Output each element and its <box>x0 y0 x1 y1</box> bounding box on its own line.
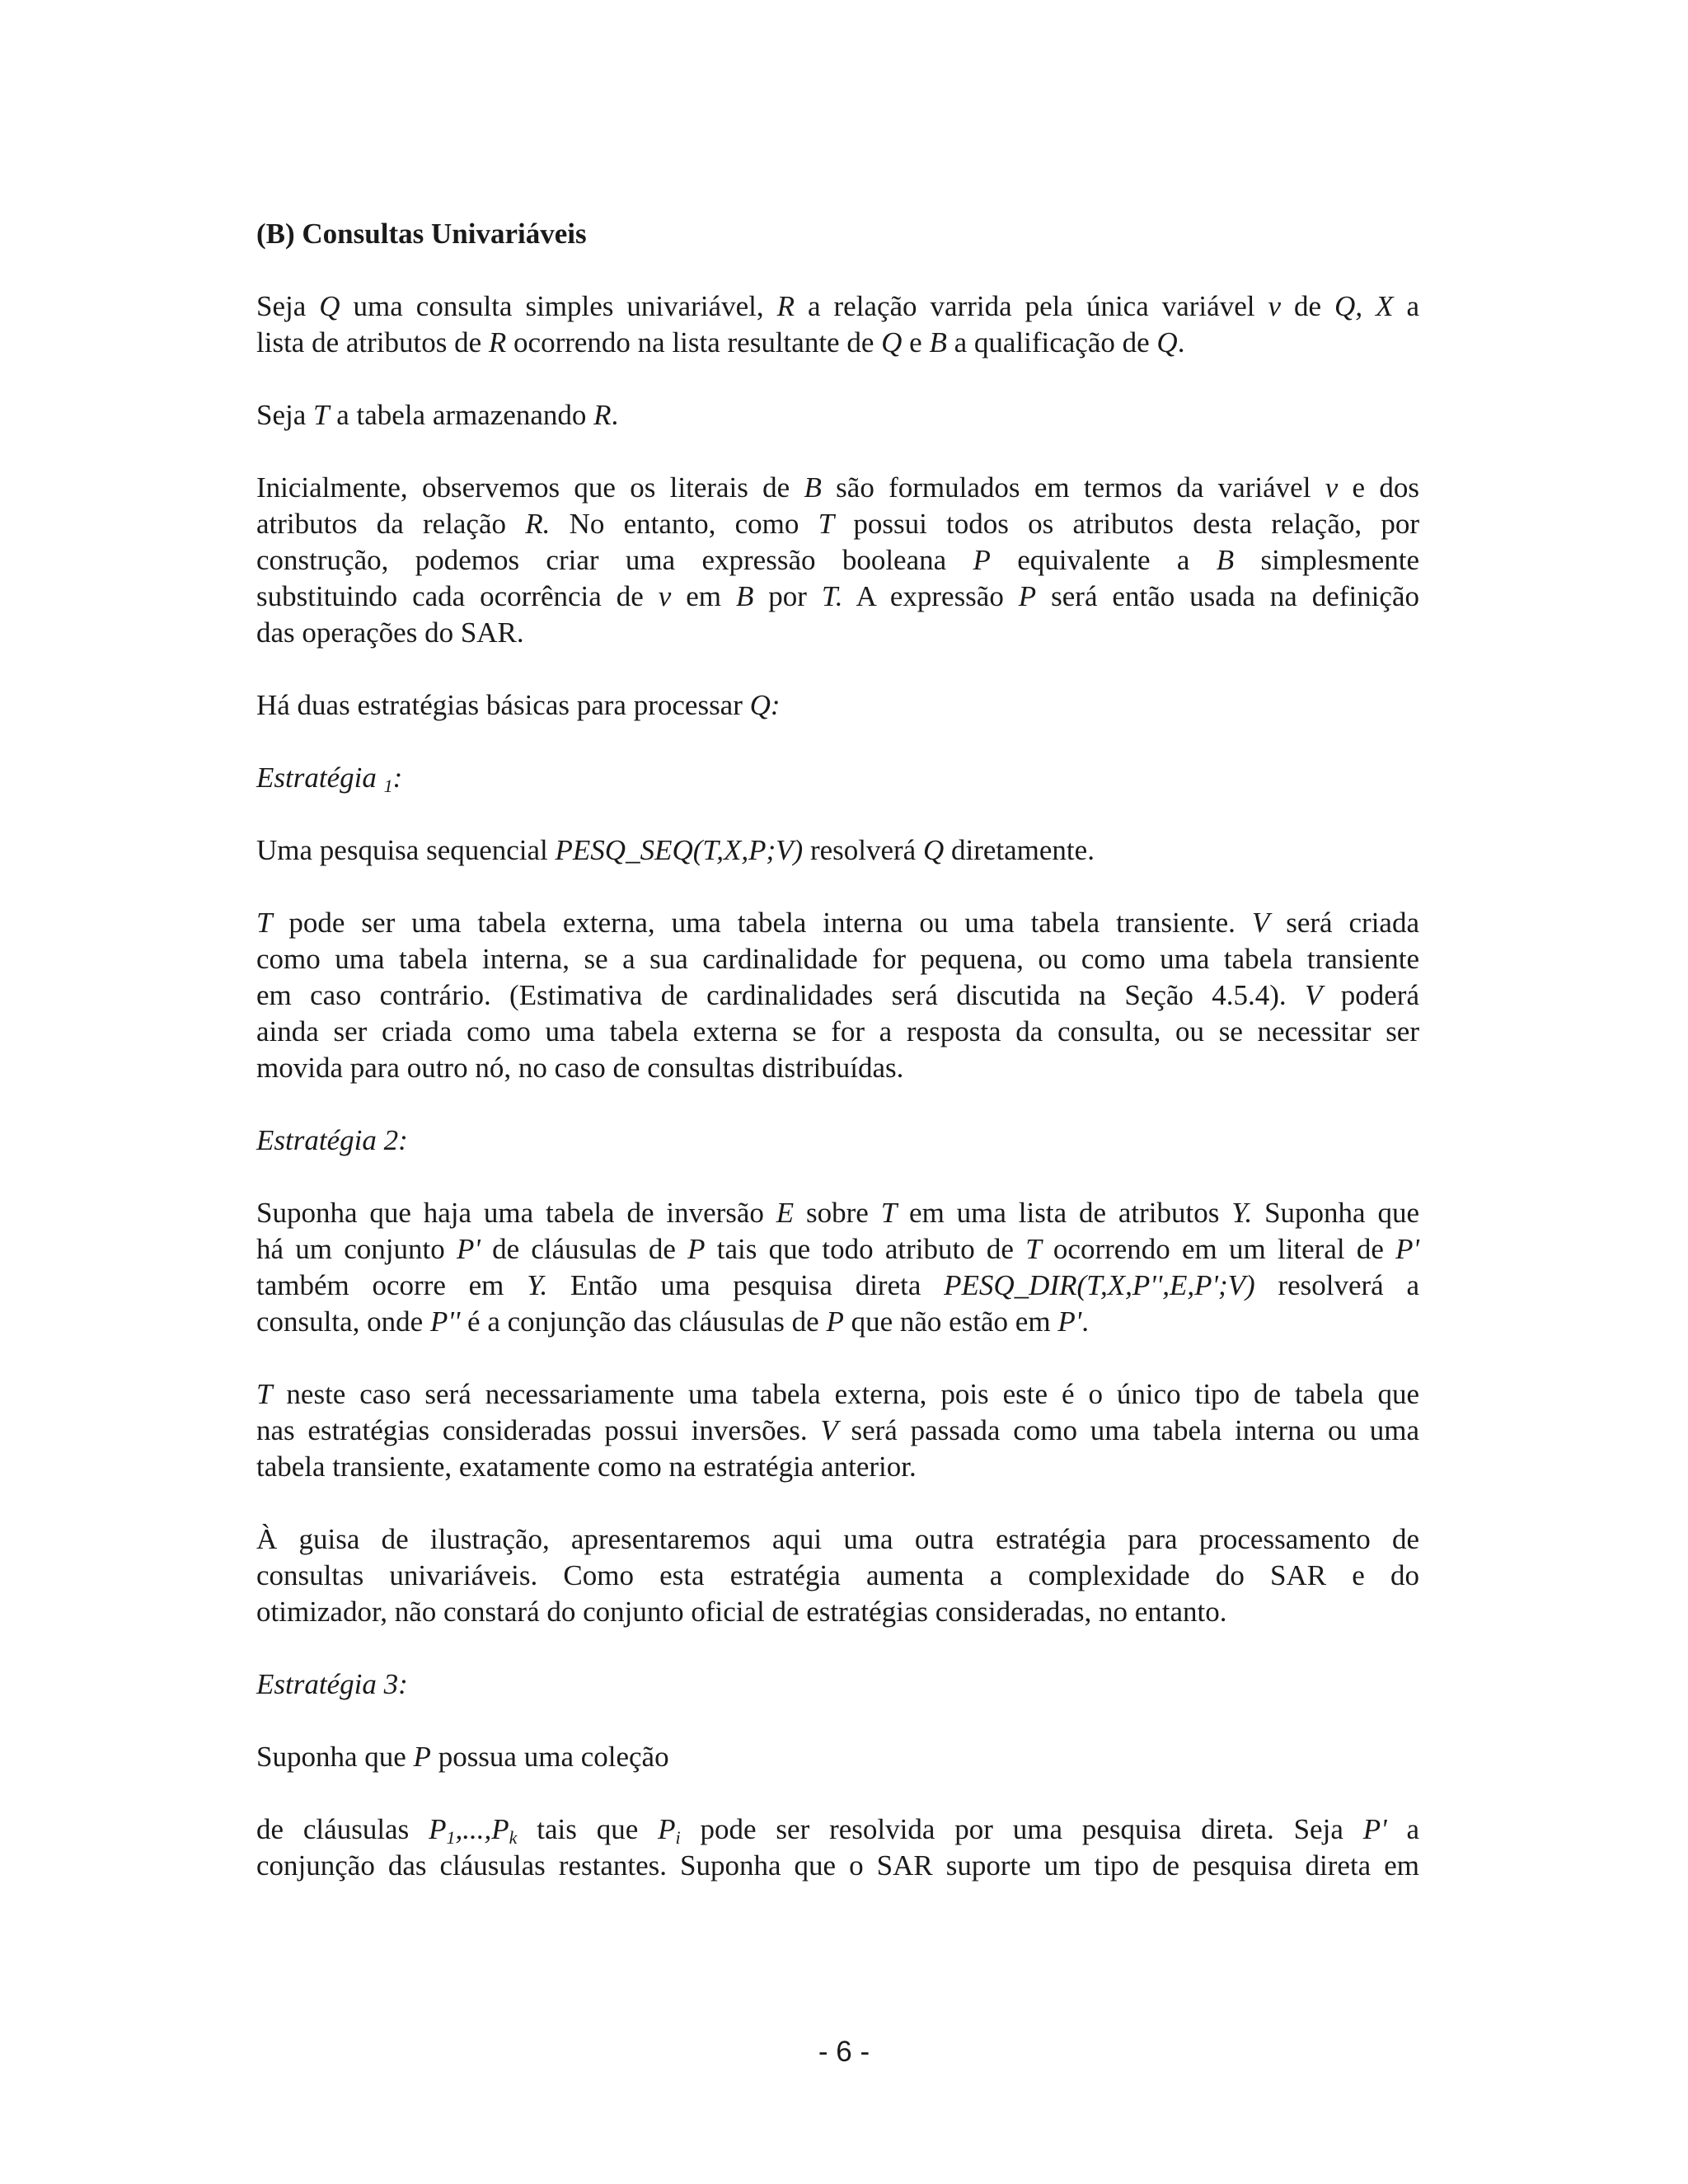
strategy-1-heading: Estratégia $_1$: <box>256 762 403 796</box>
document-page <box>256 216 1419 1920</box>
paragraph-1 <box>256 288 1419 361</box>
paragraph-3: Inicialmente, observemos que os literais de B são formulados em termos da variável v e dos atributos da relação R. No entanto, como T possui todos os atributos desta relação, por construção, podemos criar uma expressão booleana P equivalente a B simplesmente substituindo cada ocorrência de v em B por T. A expressão P será então usada na definição das operações do SAR. <box>256 471 1419 649</box>
paragraph-1-line-1: Seja Q uma consulta simples univariável, R a relação varrida pela única variável v de Q, X a <box>256 290 1420 322</box>
paragraph-9: À guisa de ilustração, apresentaremos aqui uma outra estratégia para processamento de consultas univariáveis. Como esta estratégia aumenta a complexidade do SAR e do otimizador, não constará do conjunto oficial de estratégias consideradas, no entanto. <box>256 1523 1419 1628</box>
paragraph-11: de cláusulas $P_1,...,P_k$ tais que $P_i$ pode ser resolvida por uma pesquisa direta. Seja P' a conjunção das cláusulas restantes. Suponha que o SAR suporte um tipo de pesquisa direta em <box>256 1813 1420 1882</box>
paragraph-6: T pode ser uma tabela externa, uma tabela interna ou uma tabela transiente. V será criada como uma tabela interna, se a sua cardinalidade for pequena, ou como uma tabela transiente em caso contrário. (Estimativa de cardinalidades será discutida na Seção 4.5.4). V poderá ainda ser criada como uma tabela externa se for a resposta da consulta, ou se necessitar ser movida para outro nó, no caso de consultas distribuídas. <box>256 907 1419 1084</box>
paragraph-4: Há duas estratégias básicas para processar Q: <box>256 689 781 721</box>
paragraph-10: Suponha que P possua uma coleção <box>256 1741 669 1773</box>
strategy-2-heading: Estratégia 2: <box>256 1124 408 1156</box>
section-heading: (B) Consultas Univariáveis <box>256 218 587 250</box>
paragraph-2: Seja T a tabela armazenando R. <box>256 399 619 431</box>
paragraph-5: Uma pesquisa sequencial PESQ_SEQ(T,X,P;V) resolverá Q diretamente. <box>256 834 1095 866</box>
paragraph-1-line-2: lista de atributos de R ocorrendo na lista resultante de Q e B a qualificação de Q. <box>256 326 1185 359</box>
paragraph-7: Suponha que haja uma tabela de inversão E sobre T em uma lista de atributos Y. Suponha que há um conjunto P' de cláusulas de P tais que todo atributo de T ocorrendo em um literal de P' também ocorre em Y. Então uma pesquisa direta PESQ_DIR(T,X,P'',E,P';V) resolverá a consulta, onde P'' é a conjunção das cláusulas de P que não estão em P'. <box>256 1197 1420 1338</box>
strategy-3-heading: Estratégia 3: <box>256 1668 408 1700</box>
paragraph-8: T neste caso será necessariamente uma tabela externa, pois este é o único tipo de tabela que nas estratégias consideradas possui inversões. V será passada como uma tabela interna ou uma tabela transiente, exatamente como na estratégia anterior. <box>256 1378 1419 1483</box>
page-number: - 6 - <box>818 2036 870 2068</box>
